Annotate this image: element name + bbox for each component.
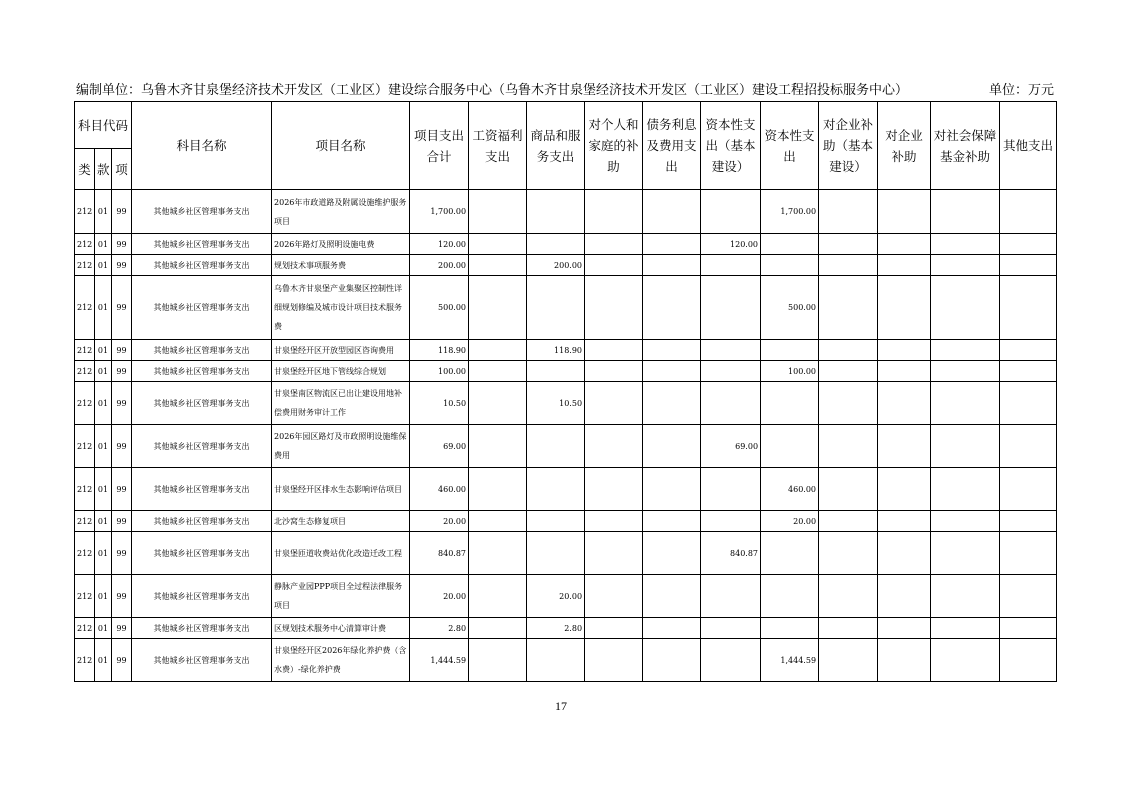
- cell-total: 20.00: [410, 575, 469, 618]
- cell-enterprise-basic: [819, 532, 878, 575]
- cell-capital: [761, 618, 819, 639]
- cell-kuan: 01: [95, 639, 112, 682]
- cell-subject: 其他城乡社区管理事务支出: [132, 618, 272, 639]
- cell-debt: [643, 618, 701, 639]
- unit-measure-label: 单位：万元: [988, 83, 1054, 98]
- cell-subject: 其他城乡社区管理事务支出: [132, 276, 272, 340]
- cell-subject: 其他城乡社区管理事务支出: [132, 255, 272, 276]
- cell-capital: [761, 575, 819, 618]
- cell-household: [585, 532, 643, 575]
- cell-enterprise-basic: [819, 511, 878, 532]
- cell-capital-basic: 120.00: [701, 234, 761, 255]
- col-kuan: 款: [95, 149, 112, 190]
- table-row: [75, 511, 1057, 532]
- cell-xiang: 99: [112, 190, 132, 234]
- cell-xiang: 99: [112, 639, 132, 682]
- cell-project: 2026年园区路灯及市政照明设施维保费用: [272, 425, 410, 468]
- cell-debt: [643, 425, 701, 468]
- cell-capital-basic: [701, 639, 761, 682]
- cell-goods: [527, 361, 585, 382]
- cell-lei: 212: [75, 255, 95, 276]
- cell-total: 10.50: [410, 382, 469, 425]
- cell-social: [931, 382, 1000, 425]
- cell-goods: [527, 639, 585, 682]
- col-household: 对个人和家庭的补助: [585, 102, 643, 190]
- table-row: [75, 618, 1057, 639]
- cell-total: 840.87: [410, 532, 469, 575]
- cell-debt: [643, 639, 701, 682]
- cell-enterprise: [878, 532, 931, 575]
- cell-capital-basic: [701, 575, 761, 618]
- cell-lei: 212: [75, 425, 95, 468]
- cell-capital-basic: 69.00: [701, 425, 761, 468]
- cell-total: 20.00: [410, 511, 469, 532]
- cell-enterprise: [878, 234, 931, 255]
- cell-xiang: 99: [112, 575, 132, 618]
- cell-social: [931, 255, 1000, 276]
- cell-kuan: 01: [95, 340, 112, 361]
- col-wage: 工资福利支出: [469, 102, 527, 190]
- cell-debt: [643, 276, 701, 340]
- cell-lei: 212: [75, 190, 95, 234]
- cell-other: [1000, 468, 1057, 511]
- cell-project: 规划技术事项服务费: [272, 255, 410, 276]
- col-debt: 债务利息及费用支出: [643, 102, 701, 190]
- cell-xiang: 99: [112, 340, 132, 361]
- table-row: [75, 190, 1057, 234]
- cell-project: 区规划技术服务中心清算审计费: [272, 618, 410, 639]
- cell-capital: 500.00: [761, 276, 819, 340]
- cell-project: 甘泉堡经开区2026年绿化养护费（含水费）-绿化养护费: [272, 639, 410, 682]
- cell-capital-basic: [701, 255, 761, 276]
- cell-enterprise: [878, 382, 931, 425]
- cell-wage: [469, 532, 527, 575]
- col-xiang: 项: [112, 149, 132, 190]
- cell-enterprise: [878, 575, 931, 618]
- cell-household: [585, 361, 643, 382]
- cell-debt: [643, 468, 701, 511]
- cell-household: [585, 575, 643, 618]
- cell-project: 静脉产业园PPP项目全过程法律服务项目: [272, 575, 410, 618]
- col-capital-basic: 资本性支出（基本建设）: [701, 102, 761, 190]
- cell-social: [931, 532, 1000, 575]
- cell-xiang: 99: [112, 532, 132, 575]
- cell-debt: [643, 255, 701, 276]
- cell-kuan: 01: [95, 361, 112, 382]
- cell-subject: 其他城乡社区管理事务支出: [132, 382, 272, 425]
- cell-social: [931, 511, 1000, 532]
- table-row: [75, 276, 1057, 340]
- cell-capital: [761, 382, 819, 425]
- cell-project: 2026年市政道路及附属设施维护服务项目: [272, 190, 410, 234]
- cell-other: [1000, 639, 1057, 682]
- cell-capital: [761, 255, 819, 276]
- page-number: 17: [555, 699, 567, 713]
- cell-enterprise: [878, 425, 931, 468]
- cell-wage: [469, 340, 527, 361]
- table-row: [75, 382, 1057, 425]
- col-total: 项目支出合计: [410, 102, 469, 190]
- cell-total: 100.00: [410, 361, 469, 382]
- col-enterprise-basic: 对企业补助（基本建设）: [819, 102, 878, 190]
- cell-goods: [527, 190, 585, 234]
- col-project-name: 项目名称: [272, 102, 410, 190]
- cell-capital: [761, 340, 819, 361]
- cell-debt: [643, 511, 701, 532]
- cell-lei: 212: [75, 234, 95, 255]
- cell-capital-basic: [701, 361, 761, 382]
- cell-debt: [643, 575, 701, 618]
- cell-capital: 100.00: [761, 361, 819, 382]
- cell-debt: [643, 234, 701, 255]
- cell-goods: [527, 468, 585, 511]
- cell-wage: [469, 361, 527, 382]
- cell-capital-basic: [701, 468, 761, 511]
- cell-enterprise: [878, 361, 931, 382]
- cell-debt: [643, 340, 701, 361]
- col-capital: 资本性支出: [761, 102, 819, 190]
- cell-capital: [761, 532, 819, 575]
- cell-capital: 1,700.00: [761, 190, 819, 234]
- cell-enterprise: [878, 276, 931, 340]
- cell-lei: 212: [75, 361, 95, 382]
- cell-household: [585, 190, 643, 234]
- cell-wage: [469, 468, 527, 511]
- cell-social: [931, 575, 1000, 618]
- col-code-group: 科目代码: [75, 102, 132, 149]
- cell-kuan: 01: [95, 468, 112, 511]
- cell-enterprise-basic: [819, 340, 878, 361]
- cell-xiang: 99: [112, 234, 132, 255]
- cell-enterprise-basic: [819, 276, 878, 340]
- cell-capital-basic: [701, 276, 761, 340]
- cell-wage: [469, 511, 527, 532]
- cell-household: [585, 511, 643, 532]
- cell-subject: 其他城乡社区管理事务支出: [132, 575, 272, 618]
- cell-project: 甘泉堡经开区开放型园区咨询费用: [272, 340, 410, 361]
- cell-enterprise-basic: [819, 425, 878, 468]
- cell-wage: [469, 425, 527, 468]
- cell-capital-basic: [701, 340, 761, 361]
- cell-capital: [761, 234, 819, 255]
- cell-xiang: 99: [112, 511, 132, 532]
- cell-total: 1,700.00: [410, 190, 469, 234]
- cell-goods: [527, 234, 585, 255]
- cell-household: [585, 639, 643, 682]
- cell-enterprise-basic: [819, 234, 878, 255]
- cell-subject: 其他城乡社区管理事务支出: [132, 361, 272, 382]
- cell-enterprise: [878, 639, 931, 682]
- cell-kuan: 01: [95, 276, 112, 340]
- cell-lei: 212: [75, 340, 95, 361]
- cell-wage: [469, 575, 527, 618]
- cell-xiang: 99: [112, 255, 132, 276]
- cell-other: [1000, 618, 1057, 639]
- cell-enterprise-basic: [819, 639, 878, 682]
- cell-lei: 212: [75, 532, 95, 575]
- cell-project: 甘泉堡匝道收费站优化改造迁改工程: [272, 532, 410, 575]
- cell-other: [1000, 382, 1057, 425]
- cell-social: [931, 361, 1000, 382]
- cell-other: [1000, 234, 1057, 255]
- cell-kuan: 01: [95, 382, 112, 425]
- cell-wage: [469, 639, 527, 682]
- cell-social: [931, 468, 1000, 511]
- cell-total: 1,444.59: [410, 639, 469, 682]
- cell-wage: [469, 276, 527, 340]
- table-row: [75, 532, 1057, 575]
- cell-capital-basic: 840.87: [701, 532, 761, 575]
- cell-debt: [643, 361, 701, 382]
- cell-goods: 200.00: [527, 255, 585, 276]
- col-goods: 商品和服务支出: [527, 102, 585, 190]
- table-row: [75, 575, 1057, 618]
- cell-goods: 20.00: [527, 575, 585, 618]
- cell-xiang: 99: [112, 468, 132, 511]
- cell-capital: 460.00: [761, 468, 819, 511]
- cell-kuan: 01: [95, 234, 112, 255]
- cell-capital-basic: [701, 382, 761, 425]
- cell-lei: 212: [75, 468, 95, 511]
- cell-social: [931, 425, 1000, 468]
- cell-lei: 212: [75, 382, 95, 425]
- cell-goods: [527, 511, 585, 532]
- cell-capital: 20.00: [761, 511, 819, 532]
- cell-wage: [469, 382, 527, 425]
- cell-debt: [643, 382, 701, 425]
- col-subject-name: 科目名称: [132, 102, 272, 190]
- col-social: 对社会保障基金补助: [931, 102, 1000, 190]
- cell-social: [931, 276, 1000, 340]
- cell-lei: 212: [75, 639, 95, 682]
- cell-wage: [469, 618, 527, 639]
- cell-total: 500.00: [410, 276, 469, 340]
- cell-enterprise: [878, 255, 931, 276]
- cell-enterprise: [878, 190, 931, 234]
- cell-enterprise-basic: [819, 190, 878, 234]
- cell-subject: 其他城乡社区管理事务支出: [132, 234, 272, 255]
- cell-household: [585, 425, 643, 468]
- table-row: [75, 340, 1057, 361]
- cell-total: 120.00: [410, 234, 469, 255]
- col-enterprise: 对企业补助: [878, 102, 931, 190]
- cell-enterprise: [878, 511, 931, 532]
- cell-social: [931, 234, 1000, 255]
- table-row: [75, 639, 1057, 682]
- cell-household: [585, 382, 643, 425]
- cell-enterprise: [878, 468, 931, 511]
- cell-capital-basic: [701, 190, 761, 234]
- cell-enterprise-basic: [819, 255, 878, 276]
- table-row: [75, 361, 1057, 382]
- cell-kuan: 01: [95, 425, 112, 468]
- cell-xiang: 99: [112, 425, 132, 468]
- cell-household: [585, 468, 643, 511]
- col-lei: 类: [75, 149, 95, 190]
- cell-subject: 其他城乡社区管理事务支出: [132, 468, 272, 511]
- cell-other: [1000, 255, 1057, 276]
- cell-xiang: 99: [112, 618, 132, 639]
- col-other: 其他支出: [1000, 102, 1057, 190]
- cell-goods: 2.80: [527, 618, 585, 639]
- cell-enterprise-basic: [819, 575, 878, 618]
- unit-org-label: 编制单位：乌鲁木齐甘泉堡经济技术开发区（工业区）建设综合服务中心（乌鲁木齐甘泉堡经济技术开发区（工业区）建设工程招投标服务中心）: [76, 83, 909, 98]
- cell-household: [585, 234, 643, 255]
- cell-capital-basic: [701, 618, 761, 639]
- cell-wage: [469, 255, 527, 276]
- cell-project: 甘泉堡南区物流区已出让建设用地补偿费用财务审计工作: [272, 382, 410, 425]
- cell-kuan: 01: [95, 618, 112, 639]
- cell-enterprise-basic: [819, 618, 878, 639]
- cell-project: 甘泉堡经开区地下管线综合规划: [272, 361, 410, 382]
- cell-enterprise-basic: [819, 382, 878, 425]
- cell-project: 2026年路灯及照明设施电费: [272, 234, 410, 255]
- table-row: [75, 234, 1057, 255]
- cell-household: [585, 340, 643, 361]
- cell-lei: 212: [75, 575, 95, 618]
- cell-enterprise: [878, 340, 931, 361]
- cell-other: [1000, 361, 1057, 382]
- cell-xiang: 99: [112, 382, 132, 425]
- cell-enterprise-basic: [819, 361, 878, 382]
- cell-other: [1000, 511, 1057, 532]
- cell-xiang: 99: [112, 276, 132, 340]
- cell-wage: [469, 190, 527, 234]
- cell-total: 200.00: [410, 255, 469, 276]
- cell-lei: 212: [75, 618, 95, 639]
- cell-household: [585, 276, 643, 340]
- cell-subject: 其他城乡社区管理事务支出: [132, 511, 272, 532]
- cell-project: 乌鲁木齐甘泉堡产业集聚区控制性详细规划修编及城市设计项目技术服务费: [272, 276, 410, 340]
- cell-social: [931, 190, 1000, 234]
- cell-subject: 其他城乡社区管理事务支出: [132, 639, 272, 682]
- cell-goods: [527, 425, 585, 468]
- cell-goods: 118.90: [527, 340, 585, 361]
- cell-wage: [469, 234, 527, 255]
- cell-xiang: 99: [112, 361, 132, 382]
- cell-other: [1000, 425, 1057, 468]
- cell-project: 北沙窝生态修复项目: [272, 511, 410, 532]
- cell-lei: 212: [75, 511, 95, 532]
- cell-other: [1000, 276, 1057, 340]
- table-row: [75, 255, 1057, 276]
- cell-kuan: 01: [95, 532, 112, 575]
- cell-household: [585, 618, 643, 639]
- cell-kuan: 01: [95, 575, 112, 618]
- cell-social: [931, 340, 1000, 361]
- cell-goods: [527, 532, 585, 575]
- cell-household: [585, 255, 643, 276]
- cell-total: 69.00: [410, 425, 469, 468]
- cell-kuan: 01: [95, 511, 112, 532]
- cell-subject: 其他城乡社区管理事务支出: [132, 532, 272, 575]
- cell-debt: [643, 190, 701, 234]
- cell-subject: 其他城乡社区管理事务支出: [132, 425, 272, 468]
- table-row: [75, 468, 1057, 511]
- cell-other: [1000, 340, 1057, 361]
- table-row: [75, 425, 1057, 468]
- cell-other: [1000, 190, 1057, 234]
- cell-project: 甘泉堡经开区排水生态影响评估项目: [272, 468, 410, 511]
- cell-total: 2.80: [410, 618, 469, 639]
- cell-enterprise-basic: [819, 468, 878, 511]
- cell-enterprise: [878, 618, 931, 639]
- budget-table: [74, 101, 1057, 682]
- cell-lei: 212: [75, 276, 95, 340]
- cell-goods: 10.50: [527, 382, 585, 425]
- cell-capital: [761, 425, 819, 468]
- cell-kuan: 01: [95, 255, 112, 276]
- cell-other: [1000, 532, 1057, 575]
- cell-social: [931, 618, 1000, 639]
- cell-capital-basic: [701, 511, 761, 532]
- cell-total: 118.90: [410, 340, 469, 361]
- cell-capital: 1,444.59: [761, 639, 819, 682]
- cell-goods: [527, 276, 585, 340]
- cell-subject: 其他城乡社区管理事务支出: [132, 190, 272, 234]
- cell-subject: 其他城乡社区管理事务支出: [132, 340, 272, 361]
- cell-kuan: 01: [95, 190, 112, 234]
- cell-debt: [643, 532, 701, 575]
- cell-total: 460.00: [410, 468, 469, 511]
- cell-social: [931, 639, 1000, 682]
- cell-other: [1000, 575, 1057, 618]
